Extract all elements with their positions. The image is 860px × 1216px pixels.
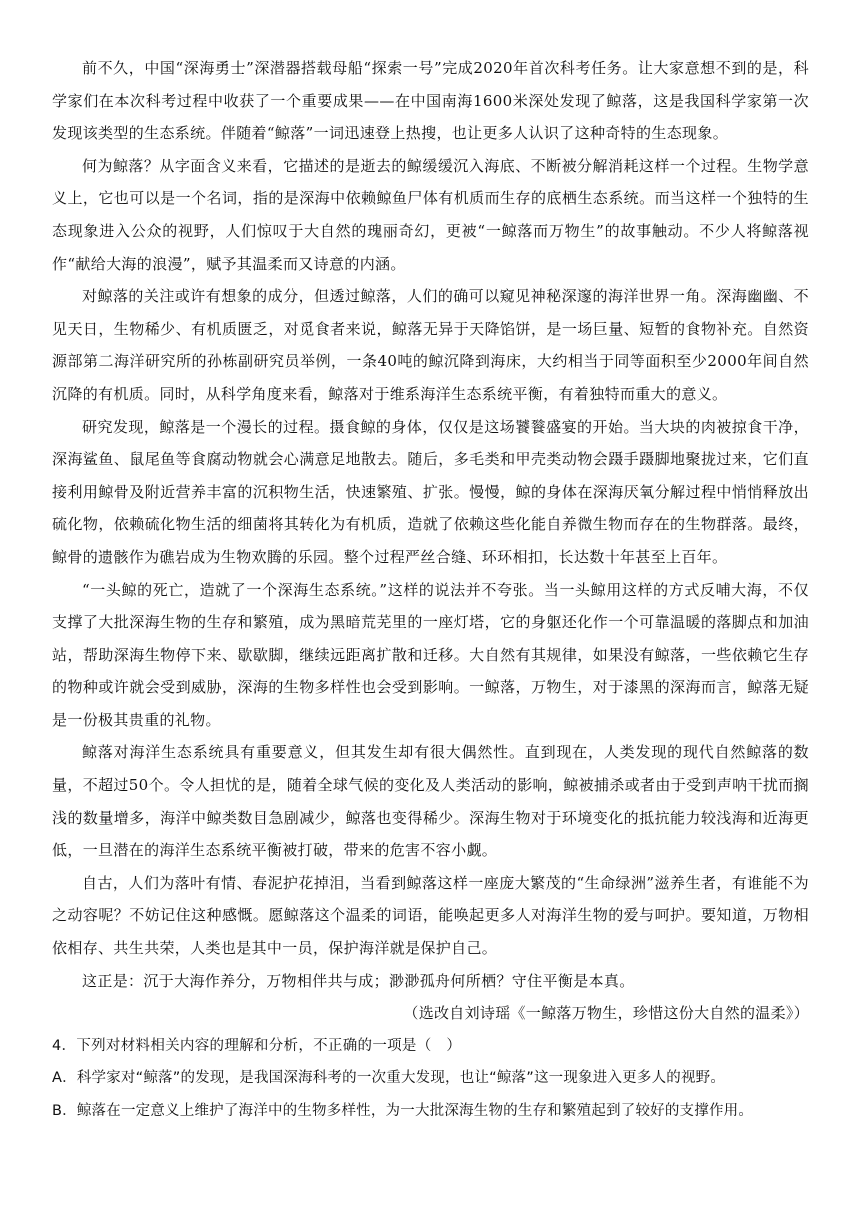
- option-b[interactable]: B．鲸落在一定意义上维护了海洋中的生物多样性，为一大批深海生物的生存和繁殖起到了较好的支撑作用。: [52, 1103, 754, 1119]
- article-paragraph-3: 对鲸落的关注或许有想象的成分，但透过鲸落，人们的确可以窥见神秘深邃的海洋世界一角。深海幽幽、不见天日，生物稀少、有机质匮乏，对觅食者来说，鲸落无异于天降馅饼，是一场巨量、短暂的食物补充。自然资源部第二海洋研究所的孙栋副研究员举例，一条40吨的鲸沉降到海床，大约相当于同等面积至少2000年间自然沉降的有机质。同时，从科学角度来看，鲸落对于维系海洋生态系统平衡，有着独特而重大的意义。: [52, 287, 809, 403]
- article-paragraph-7: 自古，人们为落叶有情、春泥护花掉泪，当看到鲸落这样一座庞大繁茂的“生命绿洲”滋养生者，有谁能不为之动容呢？不妨记住这种感慨。愿鲸落这个温柔的词语，能唤起更多人对海洋生物的爱与呵护。要知道，万物相依相存、共生共荣，人类也是其中一员，保护海洋就是保护自己。: [52, 873, 809, 958]
- article-source: （选改自刘诗瑶《一鲸落万物生，珍惜这份大自然的温柔》）: [403, 1004, 809, 1023]
- option-a[interactable]: A．科学家对“鲸落”的发现，是我国深海科考的一次重大发现，也让“鲸落”这一现象进入更多人的视野。: [52, 1070, 726, 1087]
- article-paragraph-2: 何为鲸落？从字面含义来看，它描述的是逝去的鲸缓缓沉入海底、不断被分解消耗这样一个过程。生物学意义上，它也可以是一个名词，指的是深海中依赖鲸鱼尸体有机质而生存的底栖生态系统。而当这样一个独特的生态现象进入公众的视野，人们惊叹于大自然的瑰丽奇幻，更被“一鲸落而万物生”的故事触动。不少人将鲸落视作“献给大海的浪漫”，赋予其温柔而又诗意的内涵。: [52, 156, 809, 273]
- article-paragraph-5: “一头鲸的死亡，造就了一个深海生态系统。”这样的说法并不夸张。当一头鲸用这样的方式反哺大海，不仅支撑了大批深海生物的生存和繁殖，成为黑暗荒芜里的一座灯塔，它的身躯还化作一个可靠温暖的落脚点和加油站，帮助深海生物停下来、歇歇脚，继续远距离扩散和迁移。大自然有其规律，如果没有鲸落，一些依赖它生存的物种或许就会受到威胁，深海的生物多样性也会受到影响。一鲸落，万物生，对于漆黑的深海而言，鲸落无疑是一份极其贵重的礼物。: [52, 580, 809, 729]
- article: [52, 52, 809, 1030]
- question-block: [52, 1030, 809, 1128]
- question-stem: 4．下列对材料相关内容的理解和分析，不正确的一项是（ ）: [52, 1037, 462, 1054]
- article-paragraph-1: 前不久，中国“深海勇士”深潜器搭载母船“探索一号”完成2020年首次科考任务。让大家意想不到的是，科学家们在本次科考过程中收获了一个重要成果——在中国南海1600米深处发现了鲸落，这是我国科学家第一次发现该类型的生态系统。伴随着“鲸落”一词迅速登上热搜，也让更多人认识了这种奇特的生态现象。: [52, 59, 809, 143]
- article-paragraph-6: 鲸落对海洋生态系统具有重要意义，但其发生却有很大偶然性。直到现在，人类发现的现代自然鲸落的数量，不超过50个。令人担忧的是，随着全球气候的变化及人类活动的影响，鲸被捕杀或者由于受到声呐干扰而搁浅的数量增多，海洋中鲸类数目急剧减少，鲸落也变得稀少。深海生物对于环境变化的抵抗能力较浅海和近海更低，一旦潜在的海洋生态系统平衡被打破，带来的危害不容小觑。: [52, 743, 809, 860]
- document-page: [52, 52, 809, 1128]
- article-paragraph-4: 研究发现，鲸落是一个漫长的过程。摄食鲸的身体，仅仅是这场饕餮盛宴的开始。当大块的肉被掠食干净，深海鲨鱼、鼠尾鱼等食腐动物就会心满意足地散去。随后，多毛类和甲壳类动物会蹑手蹑脚地聚拢过来，它们直接利用鲸骨及附近营养丰富的沉积物生活，快速繁殖、扩张。慢慢，鲸的身体在深海厌氧分解过程中悄悄释放出硫化物，依赖硫化物生活的细菌将其转化为有机质，造就了依赖这些化能自养微生物而存在的生物群落。最终，鲸骨的遗骸作为礁岩成为生物欢腾的乐园。整个过程严丝合缝、环环相扣，长达数十年甚至上百年。: [52, 417, 809, 566]
- article-paragraph-8: 这正是：沉于大海作养分，万物相伴共与成；渺渺孤舟何所栖？守住平衡是本真。: [82, 971, 635, 990]
